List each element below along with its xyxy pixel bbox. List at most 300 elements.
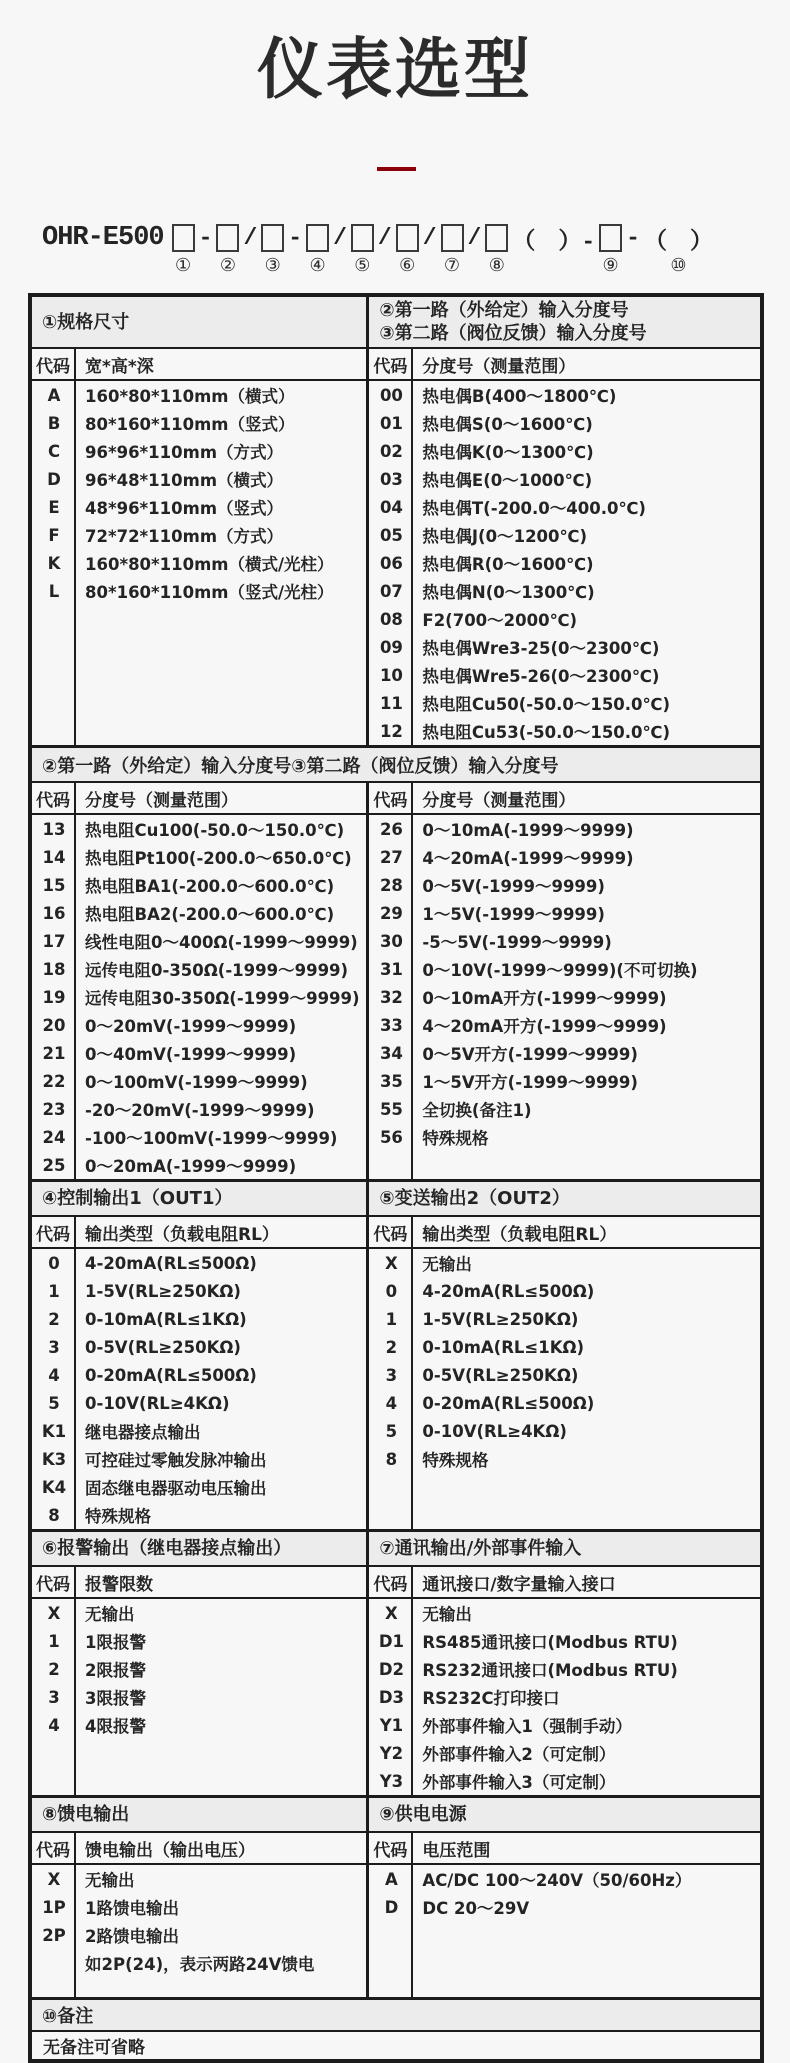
value-cell: AC/DC 100～240V（50/60Hz）: [422, 1871, 692, 1890]
table-row: [369, 465, 760, 493]
value-cell: 如2P(24)，表示两路24V馈电: [85, 1955, 315, 1974]
value-cell: 0-20mA(RL≤500Ω): [85, 1365, 257, 1385]
section-header: [32, 297, 366, 349]
value-cell: 无输出: [422, 1255, 472, 1274]
model-token: [485, 220, 508, 278]
value-cell: 0～100mV(-1999～9999): [85, 1073, 308, 1092]
table-row: [32, 843, 366, 871]
value-cell: 0-5V(RL≥250KΩ): [422, 1365, 579, 1385]
table-section-group-4: [32, 1529, 760, 1795]
value-cell: 特殊规格: [422, 1129, 489, 1148]
separator-glyph: /: [467, 225, 482, 251]
table-row: [32, 1473, 366, 1501]
section-header-line: ③第二路（阀位反馈）输入分度号: [379, 323, 647, 344]
model-box-slot: [306, 220, 329, 256]
position-circle-number: ⑩: [670, 255, 687, 276]
code-cell: D2: [378, 1659, 405, 1679]
table-row: [32, 1123, 366, 1151]
table-row: [369, 927, 760, 955]
table-row: [32, 1417, 366, 1445]
table-row: [32, 1683, 366, 1711]
code-cell: 4: [385, 1393, 398, 1413]
page-title: 仪表选型: [257, 31, 533, 108]
value-cell: 可控硅过零触发脉冲输出: [85, 1451, 267, 1470]
code-cell: 28: [379, 875, 403, 895]
section-half-right: [369, 1532, 760, 1795]
section-header-line: ⑥报警输出（继电器接点输出）: [42, 1538, 292, 1559]
section-header-line: ⑦通讯输出/外部事件输入: [379, 1538, 582, 1559]
value-cell: 热电偶J(0～1200℃): [422, 527, 588, 546]
code-cell: 07: [379, 581, 403, 601]
position-circle-number: ①: [175, 255, 192, 276]
table-row: [32, 1067, 366, 1095]
code-cell: K3: [41, 1449, 67, 1469]
value-cell: 4～20mA(-1999～9999): [422, 849, 634, 868]
section-body: [32, 297, 760, 745]
code-cell: 09: [379, 637, 403, 657]
column-header-row: [369, 1217, 760, 1249]
column-header-label: 分度号（测量范围）: [85, 790, 238, 811]
value-cell: 96*96*110mm（方式）: [85, 443, 284, 462]
model-token: [468, 220, 482, 278]
model-prefix: OHR-E500: [42, 223, 164, 253]
column-header-code: 代码: [32, 1567, 76, 1597]
code-cell: 33: [379, 1015, 403, 1035]
value-cell: 0-10mA(RL≤1KΩ): [422, 1337, 585, 1357]
section-body: [32, 1532, 760, 1795]
table-row: [369, 521, 760, 549]
value-cell: 热电阻BA1(-200.0～600.0℃): [85, 877, 335, 896]
table-row: [369, 1599, 760, 1627]
model-code-line: [42, 220, 717, 278]
value-cell: 热电阻Cu100(-50.0～150.0℃): [85, 821, 345, 840]
note-row: 无备注可省略: [43, 2038, 145, 2058]
position-circle-number: ③: [264, 255, 281, 276]
code-cell: 1: [48, 1631, 60, 1651]
section-body: [32, 1182, 760, 1529]
model-token: [599, 220, 622, 278]
selection-box: [485, 224, 508, 252]
table-row: [369, 1333, 760, 1361]
model-token: [626, 220, 640, 278]
value-cell: 0-10V(RL≥4KΩ): [422, 1421, 567, 1441]
column-header-label: 输出类型（负载电阻RL）: [422, 1224, 617, 1245]
column-header-code: 代码: [369, 1567, 413, 1597]
value-cell: 0～20mV(-1999～9999): [85, 1017, 297, 1036]
table-row: [32, 465, 366, 493]
table-row: [32, 1711, 366, 1739]
table-row: [32, 1865, 366, 1893]
code-cell: 1: [385, 1309, 398, 1329]
table-row: [32, 1949, 366, 1977]
value-cell: 80*160*110mm（竖式/光柱）: [85, 583, 334, 602]
value-cell: 48*96*110mm（竖式）: [85, 499, 284, 518]
value-cell: -5～5V(-1999～9999): [422, 933, 612, 952]
code-cell: X: [385, 1253, 398, 1273]
code-cell: 06: [379, 553, 403, 573]
model-box-slot: [396, 220, 419, 256]
code-cell: Y3: [379, 1771, 404, 1791]
table-row: [32, 1277, 366, 1305]
value-cell: F2(700～2000℃): [422, 611, 578, 630]
selection-box: [441, 224, 464, 252]
table-row: [32, 1095, 366, 1123]
rows-area: [369, 1599, 760, 1795]
table-row: [32, 1249, 366, 1277]
table-row: [32, 549, 366, 577]
table-row: [32, 437, 366, 465]
position-circle-number: ②: [219, 255, 236, 276]
separator-glyph: /: [422, 225, 437, 251]
code-cell: 34: [379, 1043, 403, 1063]
code-cell: 04: [379, 497, 403, 517]
value-cell: 热电偶Wre5-26(0～2300℃): [422, 667, 660, 686]
code-cell: 15: [42, 875, 66, 895]
model-separator: [512, 220, 595, 256]
selection-box: [261, 224, 284, 252]
code-cell: 03: [379, 469, 403, 489]
code-cell: Y1: [379, 1715, 404, 1735]
code-cell: C: [47, 441, 61, 461]
value-cell: 外部事件输入1（强制手动）: [422, 1717, 632, 1736]
table-row: [32, 493, 366, 521]
section-header: [369, 1798, 760, 1833]
value-cell: 1路馈电输出: [85, 1899, 179, 1918]
code-cell: 08: [379, 609, 403, 629]
table-row: [369, 605, 760, 633]
model-token: [351, 220, 374, 278]
selection-box: [216, 224, 239, 252]
table-row: [369, 1417, 760, 1445]
table-section-group-6: [32, 1997, 760, 2059]
model-token: [306, 220, 329, 278]
section-header-line: ⑤变送输出2（OUT2）: [379, 1188, 570, 1209]
value-cell: 160*80*110mm（横式）: [85, 387, 295, 406]
code-cell: 17: [42, 931, 66, 951]
code-cell: 4: [48, 1365, 60, 1385]
code-cell: 5: [48, 1393, 60, 1413]
model-separator: [42, 220, 164, 256]
code-cell: 3: [48, 1687, 60, 1707]
code-cell: K4: [41, 1477, 67, 1497]
model-box-slot: [216, 220, 239, 256]
code-cell: 32: [379, 987, 403, 1007]
table-row: [32, 871, 366, 899]
table-row: [369, 1739, 760, 1767]
separator-glyph: -: [198, 225, 213, 251]
separator-glyph: （ ）-: [512, 228, 596, 255]
value-cell: 4-20mA(RL≤500Ω): [422, 1281, 595, 1301]
value-cell: 4～20mA开方(-1999～9999): [422, 1017, 667, 1036]
value-cell: RS232C打印接口: [422, 1689, 560, 1708]
rows-area: [369, 1249, 760, 1529]
value-cell: 0-20mA(RL≤500Ω): [422, 1393, 595, 1413]
section-half-right: [369, 1182, 760, 1529]
value-cell: 96*48*110mm（横式）: [85, 471, 284, 490]
separator-glyph: -: [288, 225, 303, 251]
section-header: [369, 1182, 760, 1217]
code-cell: E: [48, 497, 60, 517]
table-row: [369, 815, 760, 843]
code-cell: 2: [385, 1337, 398, 1357]
table-row: [32, 1151, 366, 1179]
table-row: [369, 437, 760, 465]
column-header-code: 代码: [369, 349, 413, 379]
column-header-row: [369, 783, 760, 815]
code-cell: 22: [42, 1071, 66, 1091]
value-cell: 3限报警: [85, 1689, 146, 1708]
model-box-slot: [351, 220, 374, 256]
rows-area: [32, 1865, 366, 1997]
table-row: [32, 1011, 366, 1039]
separator-glyph: -: [626, 225, 640, 251]
code-cell: 2P: [42, 1925, 66, 1945]
column-header-code: 代码: [369, 1217, 413, 1247]
table-row: [369, 1655, 760, 1683]
code-cell: 16: [42, 903, 66, 923]
model-box-slot: [599, 220, 622, 256]
code-cell: X: [385, 1603, 398, 1623]
rows-area: [32, 1249, 366, 1529]
section-header: [32, 1532, 366, 1567]
table-row: [32, 899, 366, 927]
value-cell: 线性电阻0～400Ω(-1999～9999): [85, 933, 358, 952]
position-circle-number: ⑤: [354, 255, 371, 276]
code-cell: F: [48, 525, 60, 545]
code-cell: 27: [379, 847, 403, 867]
value-cell: 热电偶B(400～1800℃): [422, 387, 617, 406]
table-row: [32, 1893, 366, 1921]
value-cell: 1-5V(RL≥250KΩ): [85, 1281, 241, 1301]
table-row: [32, 409, 366, 437]
column-header-label: 报警限数: [85, 1574, 153, 1595]
value-cell: 热电偶N(0～1300℃): [422, 583, 595, 602]
column-header-row: [32, 1217, 366, 1249]
model-separator: [468, 220, 482, 256]
section-header: [32, 1798, 366, 1833]
value-cell: 热电偶T(-200.0～400.0℃): [422, 499, 646, 518]
section-header: [32, 1182, 366, 1217]
model-token: [42, 220, 168, 278]
table-row: [369, 409, 760, 437]
separator-glyph: /: [243, 225, 258, 251]
value-cell: 热电偶E(0～1000℃): [422, 471, 593, 490]
code-cell: 3: [385, 1365, 398, 1385]
table-row: [369, 1123, 760, 1151]
table-row: [369, 1305, 760, 1333]
code-cell: 3: [48, 1337, 60, 1357]
section-half-left: [32, 1532, 369, 1795]
table-section-group-2: [32, 745, 760, 1179]
code-cell: 00: [379, 385, 403, 405]
value-cell: 160*80*110mm（横式/光柱）: [85, 555, 334, 574]
table-row: [369, 493, 760, 521]
table-section-group-1: [32, 297, 760, 745]
table-row: [369, 1277, 760, 1305]
code-cell: 23: [42, 1099, 66, 1119]
column-header-row: [369, 1833, 760, 1865]
section-half-right: [369, 297, 760, 745]
code-cell: 1: [48, 1281, 60, 1301]
table-row: [32, 983, 366, 1011]
column-header-row: [32, 783, 366, 815]
table-row: [369, 899, 760, 927]
code-cell: 20: [42, 1015, 66, 1035]
section-header: [369, 1532, 760, 1567]
code-cell: 1P: [42, 1897, 66, 1917]
value-cell: 热电偶S(0～1600℃): [422, 415, 593, 434]
table-row: [32, 1599, 366, 1627]
value-cell: 72*72*110mm（方式）: [85, 527, 284, 546]
model-token: [378, 220, 392, 278]
value-cell: 热电阻Pt100(-200.0～650.0℃): [85, 849, 352, 868]
position-circle-number: ⑧: [488, 255, 505, 276]
model-token: [261, 220, 284, 278]
model-box-slot: [441, 220, 464, 256]
value-cell: 热电偶R(0～1600℃): [422, 555, 594, 574]
model-token: [441, 220, 464, 278]
value-cell: 热电阻Cu50(-50.0～150.0℃): [422, 695, 671, 714]
selection-box: [599, 224, 622, 252]
code-cell: 30: [379, 931, 403, 951]
table-row: [32, 521, 366, 549]
code-cell: 0: [48, 1253, 60, 1273]
model-token: [512, 220, 595, 278]
code-cell: 11: [379, 693, 403, 713]
table-row: [32, 1361, 366, 1389]
section-header-line: ①规格尺寸: [42, 311, 130, 333]
code-cell: K1: [41, 1421, 67, 1441]
code-cell: 35: [379, 1071, 403, 1091]
column-header-row: [32, 349, 366, 381]
section-half-right: [369, 1798, 760, 1997]
section-header: ②第一路（外给定）输入分度号③第二路（阀位反馈）输入分度号: [32, 748, 760, 783]
code-cell: 01: [379, 413, 403, 433]
code-cell: D: [384, 1897, 399, 1917]
accent-dash: [377, 167, 416, 171]
table-row: [369, 983, 760, 1011]
table-row: [369, 1389, 760, 1417]
value-cell: 无输出: [85, 1871, 135, 1890]
table-row: [32, 1305, 366, 1333]
column-header-code: 代码: [32, 1217, 76, 1247]
table-row: [32, 1627, 366, 1655]
code-cell: A: [385, 1869, 398, 1889]
code-cell: L: [48, 581, 60, 601]
value-cell: 远传电阻0-350Ω(-1999～9999): [85, 961, 349, 980]
model-token: [288, 220, 302, 278]
separator-glyph: /: [377, 225, 392, 251]
table-row: [32, 1921, 366, 1949]
code-cell: 02: [379, 441, 403, 461]
table-row: [369, 549, 760, 577]
value-cell: 外部事件输入3（可定制）: [422, 1773, 616, 1792]
code-cell: 56: [379, 1127, 403, 1147]
section-header-line: ⑧馈电输出: [42, 1804, 130, 1825]
section-header-line: ④控制输出1（OUT1）: [42, 1188, 233, 1209]
model-separator: [333, 220, 347, 256]
selection-table: [28, 293, 764, 2063]
code-cell: 12: [379, 721, 403, 741]
value-cell: 0～5V(-1999～9999): [422, 877, 605, 896]
model-separator: [644, 220, 713, 256]
section-header: [369, 297, 760, 349]
code-cell: 55: [379, 1099, 403, 1119]
value-cell: 1～5V(-1999～9999): [422, 905, 605, 924]
position-circle-number: ⑦: [443, 255, 461, 276]
code-cell: B: [47, 413, 61, 433]
column-header-code: 代码: [32, 349, 76, 379]
value-cell: 无输出: [85, 1605, 135, 1624]
code-cell: 8: [48, 1505, 60, 1525]
position-circle-number: ⑥: [399, 255, 416, 276]
table-row: [369, 1249, 760, 1277]
separator-glyph: /: [333, 225, 347, 251]
column-header-label: 分度号（测量范围）: [422, 356, 576, 377]
code-cell: A: [47, 385, 61, 405]
table-row: [369, 1011, 760, 1039]
section-half-right: [369, 783, 760, 1179]
table-row: [369, 1683, 760, 1711]
value-cell: 外部事件输入2（可定制）: [422, 1745, 616, 1764]
value-cell: 全切换(备注1): [422, 1101, 532, 1120]
value-cell: 0～10mA(-1999～9999): [422, 821, 634, 840]
column-header-label: 宽*高*深: [85, 356, 154, 377]
section-half-left: [32, 783, 369, 1179]
model-token: [333, 220, 347, 278]
model-separator: [423, 220, 437, 256]
column-header-label: 馈电输出（输出电压）: [85, 1840, 255, 1861]
value-cell: 0～20mA(-1999～9999): [85, 1157, 297, 1176]
value-cell: 80*160*110mm（竖式）: [85, 415, 295, 434]
model-token: [644, 220, 713, 278]
value-cell: -20～20mV(-1999～9999): [85, 1101, 315, 1120]
value-cell: 特殊规格: [85, 1507, 151, 1526]
table-row: [369, 381, 760, 409]
position-circle-number: ④: [309, 255, 326, 276]
code-cell: X: [47, 1603, 61, 1623]
column-header-row: [32, 1833, 366, 1865]
table-row: [369, 1095, 760, 1123]
column-header-code: 代码: [32, 1833, 76, 1863]
selection-box: [172, 224, 195, 252]
model-separator: [378, 220, 392, 256]
table-section-group-3: [32, 1179, 760, 1529]
column-header-code: 代码: [32, 783, 76, 813]
selection-box: [351, 224, 374, 252]
column-header-label: 通讯接口/数字量输入接口: [422, 1574, 616, 1595]
code-cell: 10: [379, 665, 403, 685]
value-cell: 热电阻Cu53(-50.0～150.0℃): [422, 723, 671, 742]
code-cell: D: [47, 469, 61, 489]
column-header-row: [32, 1567, 366, 1599]
section-half-left: [32, 1798, 369, 1997]
table-row: [369, 1893, 760, 1921]
model-token: [199, 220, 213, 278]
value-cell: 2限报警: [85, 1661, 146, 1680]
value-cell: 4限报警: [85, 1717, 146, 1736]
table-row: [369, 717, 760, 745]
value-cell: 1～5V开方(-1999～9999): [422, 1073, 638, 1092]
value-cell: 远传电阻30-350Ω(-1999～9999): [85, 989, 360, 1008]
section-body: [32, 783, 760, 1179]
column-header-code: 代码: [369, 783, 413, 813]
table-row: [32, 955, 366, 983]
model-box-slot: [172, 220, 195, 256]
model-separator: [626, 220, 640, 256]
code-cell: Y2: [379, 1743, 404, 1763]
section-header: ⑩备注: [32, 2000, 760, 2032]
